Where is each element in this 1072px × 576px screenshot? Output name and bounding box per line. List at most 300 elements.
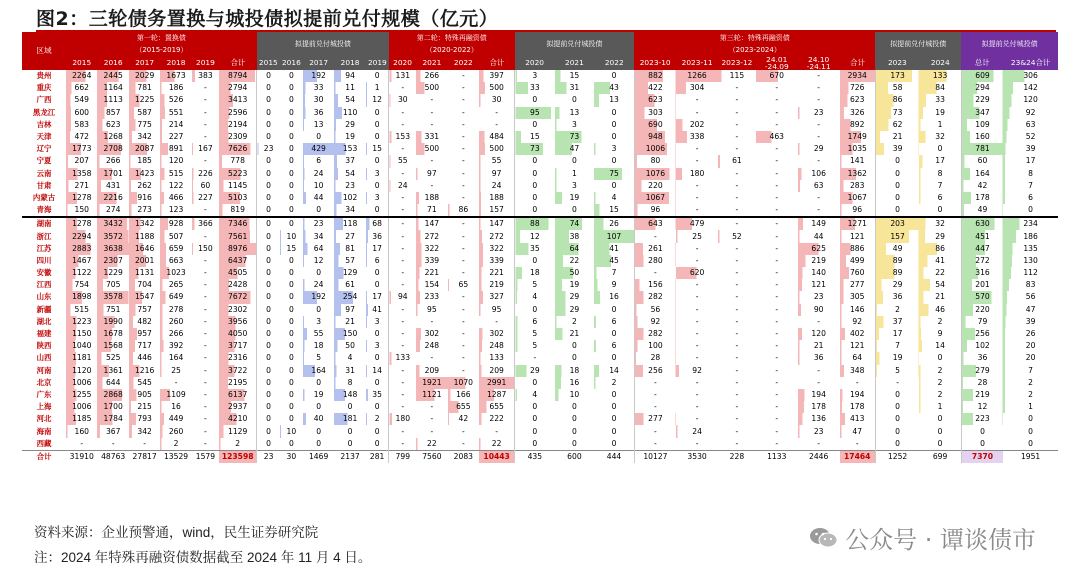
value-cell: 31910 bbox=[66, 450, 97, 463]
value-cell: - bbox=[775, 192, 779, 202]
column-header: 2022 bbox=[594, 56, 634, 70]
value-cell: 1216 bbox=[129, 365, 160, 377]
value-cell: 0 bbox=[611, 329, 617, 339]
value-cell: 0 bbox=[288, 365, 294, 375]
value-cell: 643 bbox=[634, 217, 676, 230]
value-cell: 623 bbox=[840, 94, 876, 106]
value-cell: - bbox=[461, 119, 465, 129]
value-cell: - bbox=[515, 352, 555, 364]
value-cell: - bbox=[695, 316, 699, 326]
value-cell: 1469 bbox=[303, 450, 334, 463]
region-cell: 福建 bbox=[36, 329, 52, 339]
value-cell: 223 bbox=[961, 413, 1003, 425]
value-cell: 431 bbox=[97, 180, 128, 192]
column-header: 2020 bbox=[515, 56, 555, 70]
value-cell: 1040 bbox=[66, 340, 97, 352]
value-cell: 154 bbox=[416, 279, 447, 291]
value-cell: 2 bbox=[555, 316, 595, 328]
value-cell: 545 bbox=[129, 377, 160, 389]
table-row bbox=[22, 217, 1058, 230]
column-header: 合计 bbox=[479, 56, 515, 70]
value-cell: 0 bbox=[572, 402, 577, 412]
value-cell: 0 bbox=[316, 205, 322, 215]
value-cell: 19 bbox=[919, 107, 961, 119]
value-cell: 81 bbox=[334, 243, 365, 255]
value-cell: 18 bbox=[555, 365, 595, 377]
value-cell: - bbox=[775, 316, 779, 326]
value-cell: 27817 bbox=[129, 450, 160, 463]
value-cell: 0 bbox=[316, 426, 322, 436]
value-cell: 892 bbox=[840, 119, 876, 131]
value-cell: 50 bbox=[334, 340, 365, 352]
value-cell: - bbox=[430, 426, 434, 436]
value-cell: - bbox=[461, 365, 465, 375]
value-cell: 29 bbox=[798, 143, 840, 155]
value-cell: - bbox=[495, 119, 498, 129]
value-cell: 8976 bbox=[219, 243, 257, 255]
value-cell: 1229 bbox=[97, 267, 128, 279]
value-cell: 0 bbox=[937, 414, 943, 424]
value-cell: 0 bbox=[515, 180, 555, 192]
value-cell: 0 bbox=[961, 425, 1003, 437]
value-cell: 24 bbox=[676, 425, 718, 437]
value-cell: - bbox=[695, 95, 699, 105]
region-cell: 广西 bbox=[36, 95, 52, 105]
value-cell: 2934 bbox=[840, 70, 876, 82]
value-cell: 120 bbox=[798, 328, 840, 340]
value-cell: 2428 bbox=[219, 279, 257, 291]
value-cell: 0 bbox=[611, 119, 617, 129]
value-cell: 0 bbox=[288, 83, 294, 93]
value-cell: 1188 bbox=[129, 230, 160, 242]
value-cell: 623 bbox=[634, 94, 676, 106]
value-cell: 13 bbox=[555, 107, 595, 119]
value-cell: 192 bbox=[303, 291, 334, 303]
value-cell: 3722 bbox=[219, 365, 257, 377]
value-cell: 26 bbox=[1003, 328, 1058, 340]
table-row bbox=[22, 168, 1058, 180]
value-cell: 0 bbox=[257, 377, 280, 389]
value-cell: 166 bbox=[448, 389, 479, 401]
value-cell: 233 bbox=[416, 291, 447, 303]
value-cell: 0 bbox=[316, 132, 322, 142]
value-cell: 3432 bbox=[97, 217, 128, 230]
value-cell: - bbox=[775, 156, 779, 166]
value-cell: - bbox=[204, 316, 207, 326]
value-cell: 0 bbox=[257, 425, 280, 437]
value-cell: 435 bbox=[515, 450, 555, 463]
value-cell: 7370 bbox=[961, 450, 1003, 463]
value-cell: 4 bbox=[594, 192, 634, 204]
value-cell: 0 bbox=[515, 192, 555, 204]
value-cell: 9 bbox=[594, 279, 634, 291]
value-cell: 4505 bbox=[219, 267, 257, 279]
value-cell: - bbox=[461, 316, 465, 326]
value-cell: 14 bbox=[366, 365, 389, 377]
value-cell: 342 bbox=[129, 131, 160, 143]
value-cell: 17 bbox=[919, 155, 961, 167]
value-cell: 0 bbox=[875, 192, 919, 204]
table-row bbox=[22, 119, 1058, 131]
value-cell: 2 bbox=[219, 438, 257, 451]
value-cell: 19 bbox=[875, 352, 919, 364]
value-cell: 905 bbox=[129, 389, 160, 401]
title-bar bbox=[36, 4, 1056, 32]
table-row bbox=[22, 279, 1058, 291]
value-cell: 44 bbox=[303, 192, 334, 204]
value-cell: 112 bbox=[1003, 267, 1058, 279]
value-cell: 5 bbox=[515, 328, 555, 340]
value-cell: 156 bbox=[634, 279, 676, 291]
region-cell: 重庆 bbox=[36, 83, 52, 93]
value-cell: - bbox=[756, 217, 798, 230]
value-cell: - bbox=[461, 329, 465, 339]
value-cell: - bbox=[695, 304, 699, 314]
value-cell: 515 bbox=[66, 304, 97, 316]
value-cell: 3 bbox=[366, 340, 389, 352]
value-cell: - bbox=[461, 192, 465, 202]
value-cell: - bbox=[695, 144, 699, 154]
value-cell: 17 bbox=[366, 291, 389, 303]
value-cell: 222 bbox=[479, 413, 515, 425]
value-cell: 34 bbox=[334, 204, 365, 217]
value-cell: 122 bbox=[160, 180, 191, 192]
value-cell: - bbox=[430, 402, 434, 412]
value-cell: 2 bbox=[594, 377, 634, 389]
value-cell: 5 bbox=[875, 365, 919, 377]
table-row bbox=[22, 155, 1058, 167]
value-cell: - bbox=[735, 353, 739, 363]
value-cell: - bbox=[389, 107, 416, 119]
value-cell: 54 bbox=[334, 168, 365, 180]
value-cell: 157 bbox=[479, 204, 515, 217]
region-cell: 甘肃 bbox=[36, 180, 52, 190]
value-cell: - bbox=[695, 156, 699, 166]
value-cell: - bbox=[204, 414, 207, 424]
value-cell: 64 bbox=[303, 243, 334, 255]
value-cell: - bbox=[461, 231, 465, 241]
value-cell: 484 bbox=[479, 131, 515, 143]
value-cell: 2309 bbox=[219, 131, 257, 143]
value-cell: 819 bbox=[219, 204, 257, 217]
value-cell: - bbox=[143, 438, 146, 448]
value-cell: 3 bbox=[555, 180, 595, 192]
region-cell: 江苏 bbox=[36, 243, 52, 253]
value-cell: - bbox=[634, 425, 676, 437]
value-cell: 0 bbox=[515, 304, 555, 316]
value-cell: 2 bbox=[366, 413, 389, 425]
value-cell: 56 bbox=[1003, 291, 1058, 303]
value-cell: 500 bbox=[416, 143, 447, 155]
value-cell: - bbox=[204, 132, 207, 142]
value-cell: - bbox=[461, 292, 465, 302]
region-cell: 吉林 bbox=[36, 119, 52, 129]
value-cell: 86 bbox=[875, 94, 919, 106]
value-cell: 46 bbox=[919, 304, 961, 316]
table-row bbox=[22, 352, 1058, 364]
value-cell: 42 bbox=[961, 180, 1003, 192]
value-cell: - bbox=[430, 316, 434, 326]
column-header: 2017 bbox=[129, 56, 160, 70]
value-cell: 32 bbox=[919, 131, 961, 143]
column-header: 2023 bbox=[875, 56, 919, 70]
value-cell: 2087 bbox=[129, 143, 160, 155]
value-cell: 625 bbox=[798, 243, 840, 255]
value-cell: 1185 bbox=[66, 413, 97, 425]
region-cell: 安徽 bbox=[36, 268, 52, 278]
value-cell: 0 bbox=[280, 217, 303, 230]
value-cell: 2294 bbox=[66, 230, 97, 242]
value-cell: - bbox=[695, 292, 699, 302]
value-cell: 342 bbox=[129, 425, 160, 437]
debt-table bbox=[22, 32, 1058, 463]
value-cell: 150 bbox=[192, 243, 219, 255]
value-cell: - bbox=[817, 365, 821, 375]
value-cell: 704 bbox=[129, 279, 160, 291]
value-cell: 2868 bbox=[97, 389, 128, 401]
value-cell: 6437 bbox=[219, 255, 257, 267]
value-cell: 0 bbox=[374, 205, 380, 215]
value-cell: - bbox=[634, 267, 676, 279]
value-cell: 63 bbox=[1003, 119, 1058, 131]
value-cell: 0 bbox=[288, 377, 294, 387]
value-cell: - bbox=[695, 243, 699, 253]
column-header: 2016 bbox=[280, 56, 303, 70]
value-cell: - bbox=[461, 255, 465, 265]
region-cell: 内蒙古 bbox=[32, 192, 56, 202]
value-cell: 1181 bbox=[66, 352, 97, 364]
value-cell: 52 bbox=[718, 230, 756, 242]
value-cell: 17 bbox=[366, 243, 389, 255]
value-cell: 0 bbox=[288, 95, 294, 105]
value-cell: 4 bbox=[515, 291, 555, 303]
value-cell: 79 bbox=[961, 316, 1003, 328]
value-cell: 0 bbox=[572, 414, 577, 424]
value-cell: 0 bbox=[374, 132, 380, 142]
value-cell: 1129 bbox=[219, 425, 257, 437]
value-cell: 29 bbox=[555, 304, 595, 316]
value-cell: 0 bbox=[572, 426, 577, 436]
value-cell: - bbox=[775, 280, 779, 290]
value-cell: 3717 bbox=[219, 340, 257, 352]
value-cell: 663 bbox=[160, 255, 191, 267]
value-cell: 282 bbox=[634, 291, 676, 303]
value-cell: 30 bbox=[280, 450, 303, 463]
value-cell: 7560 bbox=[416, 450, 447, 463]
value-cell: 0 bbox=[374, 280, 380, 290]
value-cell: 36 bbox=[961, 352, 1003, 364]
value-cell: 0 bbox=[937, 438, 943, 448]
value-cell: - bbox=[389, 230, 416, 242]
column-header: 合计 bbox=[840, 56, 876, 70]
value-cell: 7 bbox=[1003, 365, 1058, 377]
value-cell: 55 bbox=[389, 155, 416, 167]
value-cell: 886 bbox=[840, 243, 876, 255]
value-cell: 220 bbox=[634, 180, 676, 192]
value-cell: 20 bbox=[1003, 340, 1058, 352]
value-cell: 0 bbox=[875, 413, 919, 425]
value-cell: 8 bbox=[1003, 168, 1058, 180]
value-cell: 2937 bbox=[219, 401, 257, 413]
value-cell: 86 bbox=[919, 243, 961, 255]
value-cell: 68 bbox=[366, 217, 389, 230]
region-cell: 湖北 bbox=[36, 316, 52, 326]
value-cell: 347 bbox=[961, 107, 1003, 119]
value-cell: - bbox=[775, 95, 779, 105]
value-cell: - bbox=[461, 71, 465, 81]
table-row bbox=[22, 377, 1058, 389]
value-cell: 73 bbox=[875, 107, 919, 119]
value-cell: 39 bbox=[1003, 143, 1058, 155]
value-cell: 153 bbox=[334, 143, 365, 155]
value-cell: 14 bbox=[919, 340, 961, 352]
value-cell: 1423 bbox=[129, 168, 160, 180]
value-cell: - bbox=[204, 341, 207, 351]
value-cell: 0 bbox=[515, 425, 555, 437]
table-row bbox=[22, 413, 1058, 425]
value-cell: 463 bbox=[756, 131, 798, 143]
value-cell: 327 bbox=[479, 291, 515, 303]
value-cell: 422 bbox=[634, 82, 676, 94]
value-cell: - bbox=[695, 341, 699, 351]
value-cell: 302 bbox=[416, 328, 447, 340]
value-cell: 1749 bbox=[840, 131, 876, 143]
value-cell: - bbox=[695, 255, 699, 265]
value-cell: 188 bbox=[416, 192, 447, 204]
value-cell: 41 bbox=[366, 304, 389, 316]
value-cell: 262 bbox=[129, 180, 160, 192]
value-cell: 1225 bbox=[129, 94, 160, 106]
value-cell: 1278 bbox=[66, 192, 97, 204]
value-cell: 0 bbox=[572, 156, 577, 166]
value-cell: 160 bbox=[66, 425, 97, 437]
table-row bbox=[22, 340, 1058, 352]
value-cell: 0 bbox=[288, 280, 294, 290]
value-cell: 0 bbox=[572, 438, 577, 448]
value-cell: 1133 bbox=[756, 450, 798, 463]
value-cell: 0 bbox=[257, 155, 280, 167]
value-cell: - bbox=[430, 353, 434, 363]
value-cell: 551 bbox=[160, 107, 191, 119]
table-row bbox=[22, 389, 1058, 401]
table-row bbox=[22, 328, 1058, 340]
value-cell: 29 bbox=[919, 230, 961, 242]
value-cell: 0 bbox=[288, 180, 294, 190]
value-cell: - bbox=[735, 268, 739, 278]
value-cell: 0 bbox=[515, 255, 555, 267]
value-cell: 402 bbox=[840, 328, 876, 340]
value-cell: - bbox=[735, 377, 739, 387]
value-cell: - bbox=[461, 144, 465, 154]
value-cell: 209 bbox=[479, 365, 515, 377]
value-cell: 2083 bbox=[448, 450, 479, 463]
value-cell: 50 bbox=[555, 267, 595, 279]
value-cell: 248 bbox=[416, 340, 447, 352]
value-cell: 1266 bbox=[676, 70, 718, 82]
value-cell: - bbox=[389, 438, 416, 451]
group-round1-header: 第一轮：置换债 （2015-2019） bbox=[66, 32, 257, 56]
value-cell: 180 bbox=[389, 413, 416, 425]
value-cell: 219 bbox=[961, 389, 1003, 401]
value-cell: 2307 bbox=[97, 255, 128, 267]
value-cell: - bbox=[695, 438, 699, 448]
value-cell: 0 bbox=[288, 304, 294, 314]
value-cell: 8 bbox=[334, 377, 365, 389]
value-cell: 0 bbox=[288, 255, 294, 265]
value-cell: 331 bbox=[416, 131, 447, 143]
value-cell: 1 bbox=[919, 119, 961, 131]
value-cell: 0 bbox=[288, 341, 294, 351]
value-cell: - bbox=[735, 292, 739, 302]
value-cell: 109 bbox=[961, 119, 1003, 131]
value-cell: 282 bbox=[634, 328, 676, 340]
value-cell: 0 bbox=[257, 352, 280, 364]
value-cell: 1646 bbox=[129, 243, 160, 255]
value-cell: 23 bbox=[257, 143, 280, 155]
value-cell: 260 bbox=[160, 425, 191, 437]
value-cell: 0 bbox=[515, 413, 555, 425]
value-cell: - bbox=[430, 180, 434, 190]
value-cell: 6 bbox=[303, 155, 334, 167]
value-cell: - bbox=[775, 180, 779, 190]
value-cell: 23 bbox=[798, 107, 840, 119]
value-cell: 0 bbox=[875, 204, 919, 217]
value-cell: 0 bbox=[288, 192, 294, 202]
column-header: 2022 bbox=[448, 56, 479, 70]
value-cell: - bbox=[634, 230, 676, 242]
value-cell: - bbox=[389, 316, 416, 328]
value-cell: 1701 bbox=[97, 168, 128, 180]
value-cell: 32 bbox=[919, 217, 961, 230]
value-cell: - bbox=[389, 340, 416, 352]
value-cell: 12 bbox=[515, 230, 555, 242]
table-row bbox=[22, 267, 1058, 279]
value-cell: - bbox=[389, 255, 416, 267]
value-cell: 35 bbox=[515, 243, 555, 255]
value-cell: - bbox=[634, 438, 676, 451]
value-cell: 227 bbox=[192, 192, 219, 204]
value-cell: 28 bbox=[634, 352, 676, 364]
value-cell: - bbox=[875, 377, 919, 389]
value-cell: 1252 bbox=[875, 450, 919, 463]
value-cell: 0 bbox=[257, 365, 280, 377]
table-row bbox=[22, 243, 1058, 255]
value-cell: 277 bbox=[634, 413, 676, 425]
value-cell: 0 bbox=[316, 304, 322, 314]
value-cell: 1121 bbox=[416, 389, 447, 401]
value-cell: 228 bbox=[718, 450, 756, 463]
value-cell: 133 bbox=[389, 352, 416, 364]
value-cell: 80 bbox=[634, 155, 676, 167]
value-cell: 857 bbox=[97, 107, 128, 119]
value-cell: 9 bbox=[919, 328, 961, 340]
value-cell: 2316 bbox=[219, 352, 257, 364]
value-cell: 39 bbox=[875, 143, 919, 155]
value-cell: - bbox=[817, 71, 821, 81]
value-cell: - bbox=[775, 377, 779, 387]
value-cell: 48763 bbox=[97, 450, 128, 463]
value-cell: 0 bbox=[288, 292, 294, 302]
region-cell: 合计 bbox=[22, 450, 66, 463]
value-cell: 0 bbox=[257, 94, 280, 106]
value-cell: 751 bbox=[97, 304, 128, 316]
value-cell: 140 bbox=[798, 267, 840, 279]
value-cell: 220 bbox=[961, 304, 1003, 316]
column-header: 2020 bbox=[389, 56, 416, 70]
value-cell: 3 bbox=[555, 119, 595, 131]
value-cell: 0 bbox=[374, 438, 380, 448]
value-cell: 192 bbox=[303, 70, 334, 82]
